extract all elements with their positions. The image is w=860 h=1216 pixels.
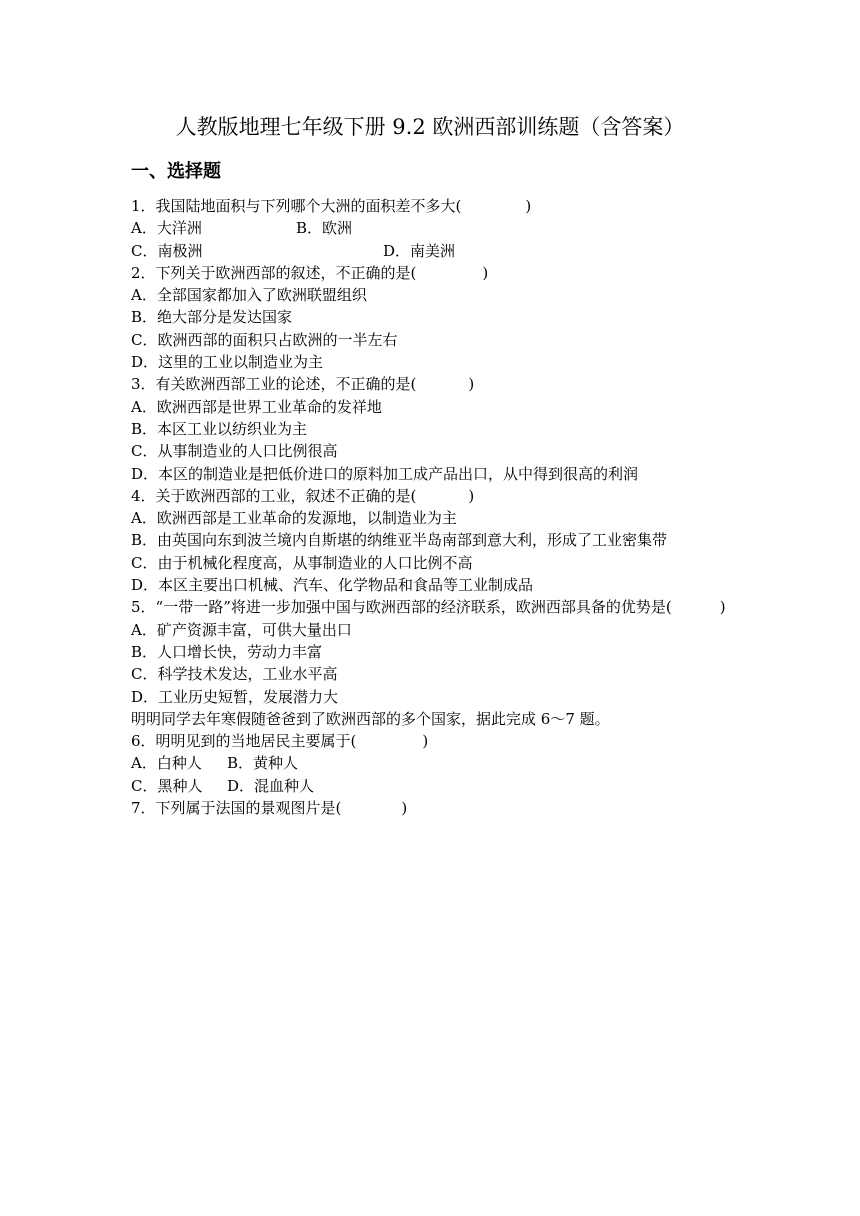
question-6-options-row-2 [131, 775, 741, 797]
option-d: D．本区的制造业是把低价进口的原料加工成产品出口，从中得到很高的利润 [131, 464, 639, 483]
question-1-stem: 1．我国陆地面积与下列哪个大洲的面积差不多大( ) [131, 197, 532, 215]
question-6-options-row-1 [131, 752, 741, 774]
option-a: A．白种人 [131, 754, 202, 773]
question-4-stem: 4．关于欧洲西部的工业，叙述不正确的是( ) [131, 486, 475, 505]
option-c: C．黑种人 [131, 776, 203, 795]
option-b: B．黄种人 [227, 754, 299, 773]
option-d: D．混血种人 [227, 776, 315, 795]
option-b: B．人口增长快，劳动力丰富 [131, 642, 323, 661]
question-1-options-row-2 [131, 240, 741, 262]
option-a: A．矿产资源丰富，可供大量出口 [131, 620, 352, 639]
option-a: A．欧洲西部是世界工业革命的发祥地 [131, 397, 382, 416]
option-d: D．工业历史短暂，发展潜力大 [131, 687, 339, 706]
option-b: B．由英国向东到波兰境内自斯堪的纳维亚半岛南部到意大利，形成了工业密集带 [131, 531, 668, 550]
option-a: A．大洋洲 [131, 219, 202, 238]
option-d: D．南美洲 [383, 241, 456, 260]
question-list [131, 195, 741, 819]
option-d: D．本区主要出口机械、汽车、化学物品和食品等工业制成品 [131, 576, 534, 595]
option-b: B．绝大部分是发达国家 [131, 308, 293, 327]
question-7-stem: 7．下列属于法国的景观图片是( ) [131, 799, 408, 818]
option-c: C．从事制造业的人口比例很高 [131, 442, 338, 461]
question-3-stem: 3．有关欧洲西部工业的论述，不正确的是( ) [131, 375, 475, 394]
option-b: B．欧洲 [296, 219, 353, 238]
passage-text: 明明同学去年寒假随爸爸到了欧洲西部的多个国家，据此完成 6～7 题。 [131, 709, 610, 728]
option-d: D．这里的工业以制造业为主 [131, 353, 324, 372]
option-c: C．科学技术发达，工业水平高 [131, 665, 338, 684]
option-c: C．欧洲西部的面积只占欧洲的一半左右 [131, 330, 398, 349]
option-b: B．本区工业以纺织业为主 [131, 419, 308, 438]
question-1-options-row-1 [131, 217, 741, 239]
option-a: A．欧洲西部是工业革命的发源地，以制造业为主 [131, 509, 457, 528]
question-5-stem: 5．“一带一路”将进一步加强中国与欧洲西部的经济联系，欧洲西部具备的优势是( ) [131, 598, 726, 617]
question-2-stem: 2．下列关于欧洲西部的叙述，不正确的是( ) [131, 263, 489, 282]
section-heading: 一、选择题 [131, 161, 221, 182]
question-6-stem: 6．明明见到的当地居民主要属于( ) [131, 732, 429, 751]
option-a: A．全部国家都加入了欧洲联盟组织 [131, 286, 367, 305]
option-c: C．由于机械化程度高，从事制造业的人口比例不高 [131, 553, 473, 572]
document-title: 人教版地理七年级下册 9.2 欧洲西部训练题（含答案） [175, 115, 685, 139]
option-c: C．南极洲 [131, 241, 203, 260]
